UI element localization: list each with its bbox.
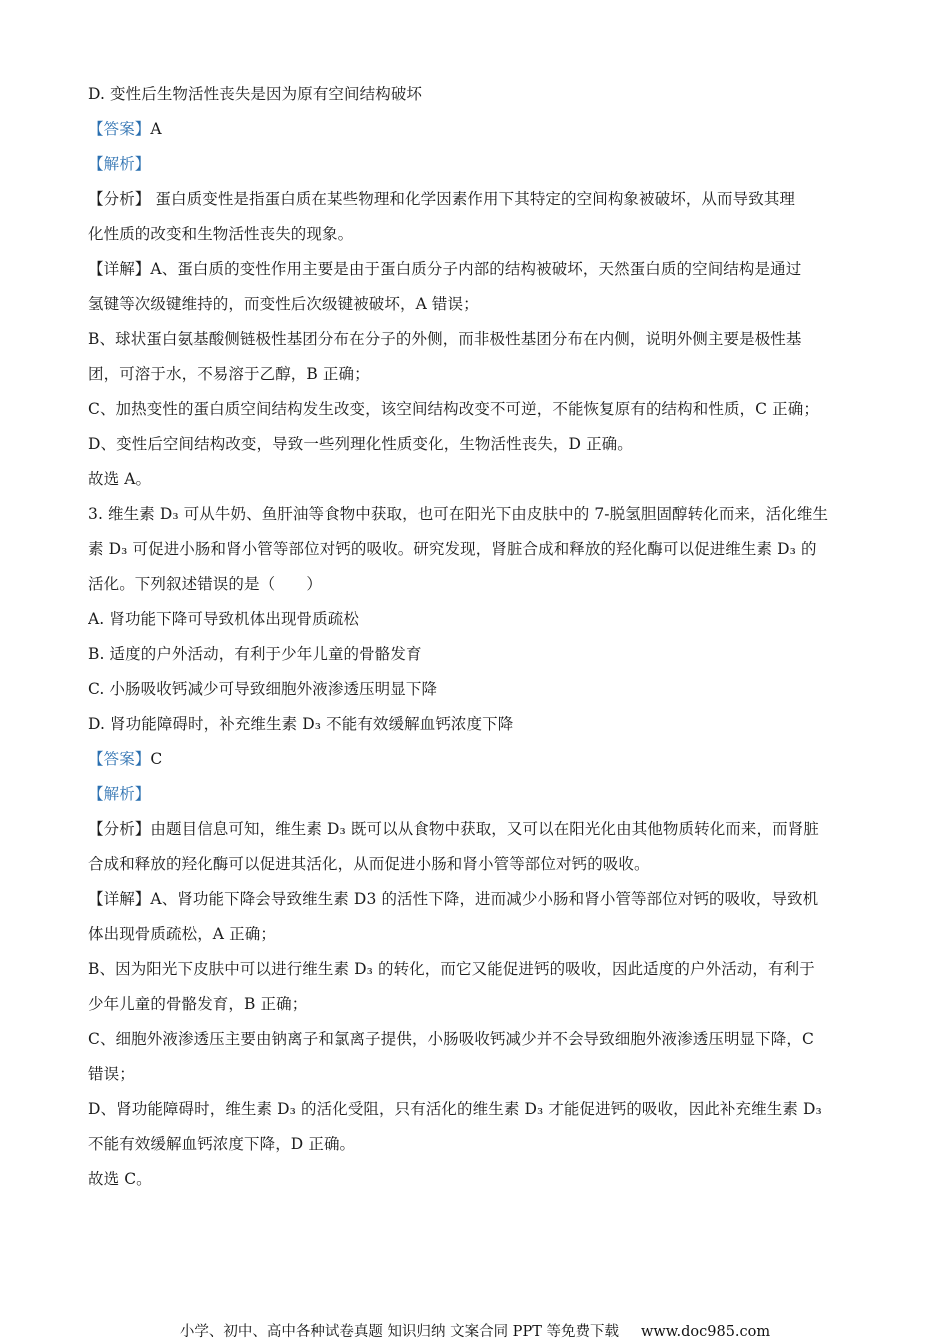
q2-conclusion: 故选 A。 — [88, 470, 152, 488]
q2-analysis-heading — [88, 147, 864, 182]
q2-xiangjie-c-1: C、加热变性的蛋白质空间结构发生改变，该空间结构改变不可逆，不能恢复原有的结构和性质，C 正确； — [88, 400, 819, 418]
xiangjie-tag: 【详解】 — [88, 260, 151, 278]
answer-tag: 【答案】 — [88, 750, 151, 768]
fenxi-tag: 【分析】 — [88, 190, 151, 208]
footer-text: 小学、初中、高中各种试卷真题 知识归纳 文案合同 PPT 等免费下载 — [179, 1324, 619, 1340]
q3-stem-3: 活化。下列叙述错误的是（ ） — [88, 575, 323, 593]
q3-xiangjie-b-2: 少年儿童的骨骼发育，B 正确； — [88, 995, 308, 1013]
q3-stem-1: 3. 维生素 D₃ 可从牛奶、鱼肝油等食物中获取，也可在阳光下由皮肤中的 7-脱氢胆固醇转化而来，活化维生 — [88, 505, 829, 523]
q2-xiangjie-line-1 — [88, 252, 864, 287]
q2-xiangjie-b-1: B、球状蛋白氨基酸侧链极性基团分布在分子的外侧，而非极性基团分布在内侧，说明外侧主要是极性基 — [88, 330, 802, 348]
document-page — [88, 77, 864, 1197]
q3-xiangjie-line-1 — [88, 882, 864, 917]
analysis-tag: 【解析】 — [88, 155, 151, 173]
q2-fenxi-text-1: 蛋白质变性是指蛋白质在某些物理和化学因素作用下其特定的空间构象被破坏，从而导致其理 — [150, 190, 796, 208]
q3-xiangjie-d-2: 不能有效缓解血钙浓度下降，D 正确。 — [88, 1135, 356, 1153]
q2-answer-line — [88, 112, 864, 147]
q3-option-a: A. 肾功能下降可导致机体出现骨质疏松 — [88, 610, 359, 628]
q3-fenxi-line-1 — [88, 812, 864, 847]
q3-option-d: D. 肾功能障碍时，补充维生素 D₃ 不能有效缓解血钙浓度下降 — [88, 715, 514, 733]
q3-option-c: C. 小肠吸收钙减少可导致细胞外液渗透压明显下降 — [88, 680, 438, 698]
q2-xiangjie-b-2: 团，可溶于水，不易溶于乙醇，B 正确； — [88, 365, 370, 383]
q3-xiangjie-d-1: D、肾功能障碍时，维生素 D₃ 的活化受阻，只有活化的维生素 D₃ 才能促进钙的吸收，因此补充维生素 D₃ — [88, 1100, 822, 1118]
page-footer — [0, 1322, 950, 1342]
q2-fenxi-line-1 — [88, 182, 864, 217]
footer-url[interactable]: www.doc985.com — [640, 1324, 771, 1340]
q3-option-b: B. 适度的户外活动，有利于少年儿童的骨骼发育 — [88, 645, 422, 663]
q2-xiangjie-d-1: D、变性后空间结构改变，导致一些列理化性质变化，生物活性丧失，D 正确。 — [88, 435, 633, 453]
q3-fenxi-line-2: 合成和释放的羟化酶可以促进其活化，从而促进小肠和肾小管等部位对钙的吸收。 — [88, 855, 650, 873]
q3-xiangjie-b-1: B、因为阳光下皮肤中可以进行维生素 D₃ 的转化，而它又能促进钙的吸收，因此适度的户外活动，有利于 — [88, 960, 815, 978]
q2-fenxi-line-2: 化性质的改变和生物活性丧失的现象。 — [88, 225, 354, 243]
q3-xiangjie-c-2: 错误； — [88, 1065, 135, 1083]
q2-xiangjie-a-1: A、蛋白质的变性作用主要是由于蛋白质分子内部的结构被破坏，天然蛋白质的空间结构是通过 — [150, 260, 802, 278]
xiangjie-tag: 【详解】 — [88, 890, 151, 908]
answer-tag: 【答案】 — [88, 120, 151, 138]
q3-answer-line — [88, 742, 864, 777]
q3-stem-2: 素 D₃ 可促进小肠和肾小管等部位对钙的吸收。研究发现，肾脏合成和释放的羟化酶可以促进维生素 D₃ 的 — [88, 540, 817, 558]
q2-option-d: D. 变性后生物活性丧失是因为原有空间结构破坏 — [88, 85, 423, 103]
q3-fenxi-text-1: 由题目信息可知，维生素 D₃ 既可以从食物中获取，又可以在阳光化由其他物质转化而来，而肾脏 — [150, 820, 819, 838]
q3-analysis-heading — [88, 777, 864, 812]
q3-xiangjie-c-1: C、细胞外液渗透压主要由钠离子和氯离子提供，小肠吸收钙减少并不会导致细胞外液渗透压明显下降，C — [88, 1030, 814, 1048]
fenxi-tag: 【分析】 — [88, 820, 151, 838]
q3-answer: C — [150, 750, 163, 768]
q3-conclusion: 故选 C。 — [88, 1170, 152, 1188]
q3-xiangjie-a-2: 体出现骨质疏松，A 正确； — [88, 925, 276, 943]
q2-xiangjie-a-2: 氢键等次级键维持的，而变性后次级键被破坏，A 错误； — [88, 295, 479, 313]
q3-xiangjie-a-1: A、肾功能下降会导致维生素 D3 的活性下降，进而减少小肠和肾小管等部位对钙的吸收，导致机 — [150, 890, 819, 908]
analysis-tag: 【解析】 — [88, 785, 151, 803]
q2-answer: A — [150, 120, 162, 138]
